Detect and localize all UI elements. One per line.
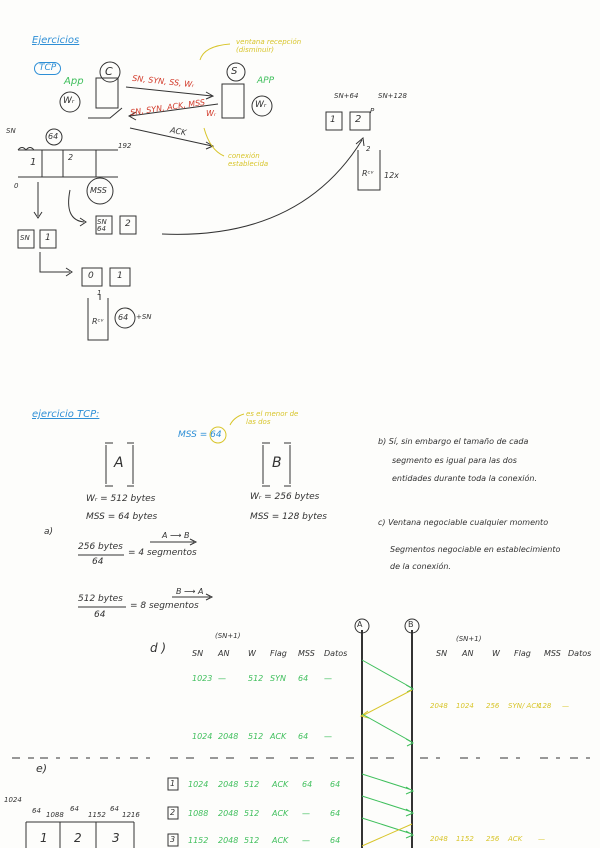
wr-tag: Wᵣ bbox=[206, 109, 216, 118]
green-arrow-1 bbox=[362, 660, 413, 692]
right-bottom-cell-0: 2048 bbox=[430, 835, 448, 843]
note-window: ventana recepción (disminuir) bbox=[236, 38, 302, 55]
seg-cell-0-4: 64 bbox=[302, 780, 313, 789]
frac2-den: 64 bbox=[94, 610, 106, 620]
box-1b-label: 1 bbox=[117, 271, 123, 281]
left-header-4: MSS bbox=[298, 649, 315, 658]
node-a: A bbox=[357, 620, 363, 629]
arrow-curve-1 bbox=[69, 190, 86, 226]
left-cell-0-4: 64 bbox=[298, 674, 309, 683]
right-cell-4: 128 bbox=[538, 702, 552, 710]
right-cell-0: 2048 bbox=[430, 702, 448, 710]
left-cell-0-3: SYN bbox=[270, 674, 286, 683]
left-cell-1-4: 64 bbox=[298, 732, 309, 741]
left-cell-1-5: — bbox=[324, 732, 332, 741]
r-stack-label: 2 bbox=[366, 145, 371, 153]
zero-label: 0 bbox=[14, 182, 19, 190]
right-header-4: MSS bbox=[544, 649, 561, 658]
left-note: (SN+1) bbox=[215, 632, 241, 640]
seg-label-0: 1024 bbox=[4, 796, 22, 804]
left-header-0: SN bbox=[192, 649, 204, 658]
node-b: B bbox=[408, 620, 414, 629]
r-box-1-label: 1 bbox=[330, 115, 336, 125]
n64-label: 64 bbox=[48, 132, 59, 141]
ack-label: ACK bbox=[169, 125, 188, 138]
r-12x: 12x bbox=[384, 171, 399, 180]
heading-tcp: TCP bbox=[34, 62, 61, 75]
mss-b: MSS = 128 bytes bbox=[250, 512, 327, 522]
server-label: S bbox=[231, 66, 238, 77]
left-cell-0-2: 512 bbox=[248, 674, 264, 683]
seg-label-3: 64 bbox=[70, 805, 79, 813]
right-header-2: W bbox=[492, 649, 500, 658]
seg-label-2: 1088 bbox=[46, 811, 64, 819]
left-cell-1-3: ACK bbox=[270, 732, 287, 741]
seg-label-6: 1216 bbox=[122, 811, 140, 819]
client-label: C bbox=[105, 65, 113, 78]
seg-label-4: 1152 bbox=[88, 811, 106, 819]
seg-cell-0-1: 2048 bbox=[218, 780, 239, 789]
left-cell-1-2: 512 bbox=[248, 732, 264, 741]
frac2-dir: B ⟶ A bbox=[176, 587, 204, 596]
right-header-3: Flag bbox=[514, 649, 531, 658]
seg-cell-0-3: ACK bbox=[272, 780, 289, 789]
left-cell-0-5: — bbox=[324, 674, 332, 683]
seg-cell-2-3: ACK bbox=[272, 836, 289, 845]
client-laptop-base bbox=[88, 108, 122, 118]
left-cell-1-1: 2048 bbox=[218, 732, 239, 741]
right-header-5: Datos bbox=[568, 649, 592, 658]
n192-label: 192 bbox=[118, 142, 132, 150]
right-bottom-cell-4: — bbox=[538, 835, 545, 843]
buf-1: 1 bbox=[30, 157, 37, 168]
left-header-1: AN bbox=[218, 649, 230, 658]
server-box bbox=[222, 84, 244, 118]
note-conn: conexión establecida bbox=[228, 152, 269, 169]
part-e: e) bbox=[36, 762, 48, 775]
exercise-title: ejercicio TCP: bbox=[32, 409, 100, 420]
seg-cell-0-0: 1024 bbox=[188, 780, 209, 789]
arrow-right-1 bbox=[40, 252, 72, 276]
seg-label-1: 64 bbox=[32, 807, 41, 815]
box-2-label: 2 bbox=[125, 219, 131, 229]
frac2-res: = 8 segmentos bbox=[130, 601, 199, 611]
seg-cell-1-0: 1088 bbox=[188, 809, 209, 818]
wr-right: Wᵣ bbox=[255, 100, 267, 110]
seg-box-label-1: 2 bbox=[74, 831, 82, 845]
frac1-res: = 4 segmentos bbox=[128, 548, 197, 558]
seg-num-label-2: 3 bbox=[170, 835, 176, 844]
mss-note: es el menor de las dos bbox=[246, 410, 299, 427]
right-bottom-cell-3: ACK bbox=[508, 835, 523, 843]
answer-c-line1: c) Ventana negociable cualquier momento bbox=[378, 518, 549, 527]
sn-label: SN bbox=[6, 127, 16, 135]
wr-left: Wᵣ bbox=[63, 96, 75, 106]
wr-b: Wᵣ = 256 bytes bbox=[250, 492, 320, 502]
answer-b-line3: entidades durante toda la conexión. bbox=[392, 474, 538, 483]
seg-cell-2-1: 2048 bbox=[218, 836, 239, 845]
right-cell-2: 256 bbox=[486, 702, 500, 710]
client-box bbox=[96, 78, 118, 108]
yellow-arrow-1 bbox=[361, 690, 412, 718]
left-cell-0-1: — bbox=[218, 674, 226, 683]
seg-cell-2-5: 64 bbox=[330, 836, 341, 845]
app-left: App bbox=[64, 76, 84, 87]
seg-cell-1-2: 512 bbox=[244, 809, 260, 818]
mss-label: MSS bbox=[90, 186, 107, 195]
box-1-label: 1 bbox=[45, 233, 51, 243]
seg-cell-1-1: 2048 bbox=[218, 809, 239, 818]
r-box-2-label: 2 bbox=[355, 114, 362, 125]
answer-c-line2: Segmentos negociable en establecimiento bbox=[390, 545, 561, 554]
syn1-label: SN, SYN, SS, Wᵣ bbox=[131, 73, 195, 90]
mss-eq: MSS = 64 bbox=[178, 430, 222, 440]
right-bottom-cell-2: 256 bbox=[486, 835, 500, 843]
seg-cell-2-4: — bbox=[302, 836, 310, 845]
r-p: P bbox=[370, 107, 375, 115]
green-arrow-2 bbox=[362, 714, 413, 746]
syn-arrow bbox=[126, 87, 213, 99]
part-a: a) bbox=[44, 527, 54, 537]
right-cell-5: — bbox=[562, 702, 569, 710]
right-header-1: AN bbox=[462, 649, 474, 658]
seg-cell-2-0: 1152 bbox=[188, 836, 209, 845]
seg-cell-1-5: 64 bbox=[330, 809, 341, 818]
right-cell-3: SYN/ ACK bbox=[508, 702, 541, 710]
seg-cell-2-2: 512 bbox=[244, 836, 260, 845]
stack-top: 1 bbox=[97, 289, 102, 297]
stack-sn: +SN bbox=[136, 313, 152, 321]
seg-cell-0-2: 512 bbox=[244, 780, 260, 789]
host-b: B bbox=[272, 455, 282, 471]
box-sn-label: SN bbox=[20, 234, 30, 242]
seg-num-label-1: 2 bbox=[170, 808, 176, 817]
seg-num-label-0: 1 bbox=[170, 779, 176, 788]
answer-c-line3: de la conexión. bbox=[390, 562, 451, 571]
buf-2: 2 bbox=[68, 153, 74, 162]
stack-64: 64 bbox=[118, 313, 129, 322]
arrow-down-1 bbox=[34, 182, 42, 218]
r-sn128: SN+128 bbox=[378, 92, 407, 100]
app-right: APP bbox=[257, 76, 275, 86]
r-sn64: SN+64 bbox=[334, 92, 359, 100]
yel-arrow-1 bbox=[200, 44, 230, 60]
seg-box-label-2: 3 bbox=[112, 831, 120, 845]
box-sn64-label: SN 64 bbox=[97, 218, 107, 233]
frac2-num: 512 bytes bbox=[78, 594, 123, 604]
left-header-2: W bbox=[248, 649, 256, 658]
seg-label-5: 64 bbox=[110, 805, 119, 813]
answer-b-line2: segmento es igual para las dos bbox=[392, 456, 517, 465]
right-note: (SN+1) bbox=[456, 635, 482, 643]
wr-a: Wᵣ = 512 bytes bbox=[86, 494, 156, 504]
seg-box-label-0: 1 bbox=[40, 831, 48, 845]
r-rcv: Rᶜᵛ bbox=[362, 169, 374, 178]
stack-rcv: Rᶜᵛ bbox=[92, 317, 104, 326]
part-d-label: d ) bbox=[150, 641, 167, 655]
seg-cell-1-4: — bbox=[302, 809, 310, 818]
left-header-5: Datos bbox=[324, 649, 348, 658]
mss-a: MSS = 64 bytes bbox=[86, 512, 158, 522]
answer-b-line1: b) Sí, sin embargo el tamaño de cada bbox=[378, 437, 529, 446]
frac1-dir: A ⟶ B bbox=[162, 531, 190, 540]
right-cell-1: 1024 bbox=[456, 702, 474, 710]
seg-cell-0-5: 64 bbox=[330, 780, 341, 789]
right-bottom-cell-1: 1152 bbox=[456, 835, 474, 843]
frac1-num: 256 bytes bbox=[78, 542, 123, 552]
left-header-3: Flag bbox=[270, 649, 287, 658]
left-cell-1-0: 1024 bbox=[192, 732, 213, 741]
left-cell-0-0: 1023 bbox=[192, 674, 213, 683]
seg-cell-1-3: ACK bbox=[272, 809, 289, 818]
heading-ejercicios: Ejercicios bbox=[32, 35, 80, 46]
syn2-label: SN, SYN, ACK, MSS bbox=[129, 97, 206, 118]
right-header-0: SN bbox=[436, 649, 448, 658]
box-0-label: 0 bbox=[88, 271, 94, 281]
frac1-den: 64 bbox=[92, 557, 104, 567]
host-a: A bbox=[114, 455, 124, 471]
